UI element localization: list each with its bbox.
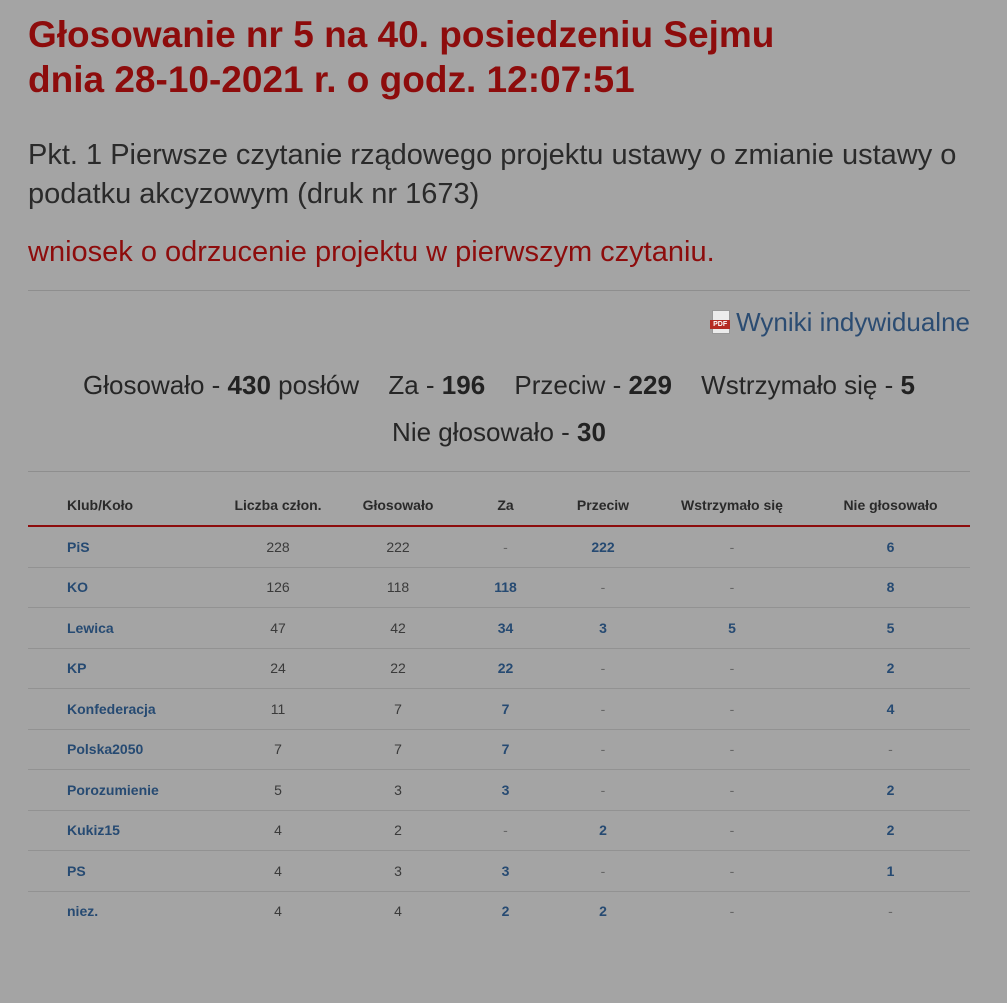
cell-members: 4 bbox=[274, 903, 282, 920]
cell-members: 47 bbox=[218, 608, 338, 649]
cell-notvoted[interactable]: 5 bbox=[811, 608, 970, 649]
cell-club[interactable]: PS bbox=[28, 851, 218, 892]
cell-notvoted[interactable]: 4 bbox=[811, 689, 970, 730]
cell-voted: 4 bbox=[394, 903, 402, 920]
column-header-for: Za bbox=[458, 484, 553, 526]
table-row bbox=[28, 648, 970, 689]
pdf-icon: PDF bbox=[710, 310, 730, 334]
cell-for[interactable]: 34 bbox=[458, 608, 553, 649]
column-header-abstained: Wstrzymało się bbox=[653, 484, 811, 526]
cell-voted: 7 bbox=[338, 729, 458, 770]
cell-notvoted[interactable]: 1 bbox=[811, 851, 970, 892]
cell-against: - bbox=[553, 689, 653, 730]
table-row bbox=[28, 891, 970, 931]
cell-club[interactable]: Konfederacja bbox=[28, 689, 218, 730]
cell-members: 11 bbox=[218, 689, 338, 730]
cell-abstained: - bbox=[653, 770, 811, 811]
cell-abstained[interactable]: 5 bbox=[653, 608, 811, 649]
cell-against: - bbox=[553, 770, 653, 811]
page-title bbox=[28, 12, 970, 102]
cell-against[interactable]: 2 bbox=[553, 810, 653, 851]
vote-summary-line-2 bbox=[28, 409, 970, 456]
vote-summary bbox=[28, 362, 970, 456]
cell-abstained: - bbox=[653, 810, 811, 851]
cell-for[interactable]: 3 bbox=[458, 851, 553, 892]
motion-text: wniosek o odrzucenie projektu w pierwszym czytaniu. bbox=[28, 236, 715, 268]
cell-abstained: - bbox=[653, 851, 811, 892]
cell-notvoted: - bbox=[888, 903, 893, 920]
cell-club[interactable]: Porozumienie bbox=[28, 770, 218, 811]
cell-against[interactable]: 2 bbox=[599, 903, 607, 920]
cell-for: - bbox=[458, 526, 553, 567]
cell-notvoted[interactable]: 2 bbox=[811, 770, 970, 811]
cell-voted: 3 bbox=[338, 770, 458, 811]
divider bbox=[28, 471, 970, 472]
table-row bbox=[28, 567, 970, 608]
cell-club[interactable]: niez. bbox=[67, 903, 99, 920]
voted-label: Głosowało - bbox=[83, 370, 228, 400]
individual-results-label[interactable]: Wyniki indywidualne bbox=[736, 307, 970, 337]
cell-for[interactable]: 22 bbox=[458, 648, 553, 689]
cell-for[interactable]: 7 bbox=[458, 689, 553, 730]
table-row bbox=[28, 810, 970, 851]
cell-members: 5 bbox=[218, 770, 338, 811]
title-line-1: Głosowanie nr 5 na 40. posiedzeniu Sejmu bbox=[28, 14, 775, 55]
vote-summary-line-1 bbox=[28, 362, 970, 409]
cell-abstained: - bbox=[653, 567, 811, 608]
cell-notvoted[interactable]: 6 bbox=[811, 526, 970, 567]
against-label: Przeciw - bbox=[514, 370, 629, 400]
title-line-2: dnia 28-10-2021 r. o godz. 12:07:51 bbox=[28, 59, 635, 100]
cell-members: 126 bbox=[218, 567, 338, 608]
cell-abstained: - bbox=[653, 689, 811, 730]
table-row bbox=[28, 608, 970, 649]
cell-notvoted[interactable]: 8 bbox=[811, 567, 970, 608]
individual-results-link[interactable] bbox=[710, 306, 970, 338]
cell-members: 4 bbox=[218, 851, 338, 892]
cell-members: 7 bbox=[218, 729, 338, 770]
cell-abstained: - bbox=[653, 526, 811, 567]
club-results-table bbox=[28, 484, 970, 931]
cell-against[interactable]: 222 bbox=[553, 526, 653, 567]
cell-for: - bbox=[458, 810, 553, 851]
table-header-row bbox=[28, 484, 970, 526]
column-header-notvoted: Nie głosowało bbox=[811, 484, 970, 526]
cell-voted: 3 bbox=[338, 851, 458, 892]
table-row bbox=[28, 689, 970, 730]
divider bbox=[28, 290, 970, 291]
abstained-label: Wstrzymało się - bbox=[701, 370, 901, 400]
table-row bbox=[28, 729, 970, 770]
column-header-club: Klub/Koło bbox=[28, 484, 218, 526]
cell-for[interactable]: 2 bbox=[501, 903, 510, 920]
cell-notvoted[interactable]: 2 bbox=[811, 648, 970, 689]
cell-members: 228 bbox=[218, 526, 338, 567]
agenda-item-description: Pkt. 1 Pierwsze czytanie rządowego projektu ustawy o zmianie ustawy o podatku akcyzowym (druk nr 1673) bbox=[28, 139, 957, 210]
table-row bbox=[28, 526, 970, 567]
cell-members: 24 bbox=[218, 648, 338, 689]
cell-club[interactable]: Lewica bbox=[28, 608, 218, 649]
cell-against: - bbox=[553, 648, 653, 689]
cell-members: 4 bbox=[218, 810, 338, 851]
cell-abstained: - bbox=[653, 729, 811, 770]
cell-against: - bbox=[553, 851, 653, 892]
cell-voted: 118 bbox=[338, 567, 458, 608]
cell-club[interactable]: Polska2050 bbox=[28, 729, 218, 770]
voted-unit: posłów bbox=[278, 370, 360, 400]
against-value: 229 bbox=[628, 370, 672, 400]
table-row bbox=[28, 851, 970, 892]
column-header-against: Przeciw bbox=[553, 484, 653, 526]
cell-notvoted: - bbox=[811, 729, 970, 770]
cell-abstained: - bbox=[653, 648, 811, 689]
for-value: 196 bbox=[441, 370, 486, 400]
cell-club[interactable]: PiS bbox=[28, 526, 218, 567]
cell-voted: 42 bbox=[338, 608, 458, 649]
cell-against: - bbox=[553, 729, 653, 770]
table-row bbox=[28, 770, 970, 811]
notvoted-label: Nie głosowało - bbox=[392, 417, 578, 447]
notvoted-value: 30 bbox=[577, 417, 606, 447]
cell-for[interactable]: 3 bbox=[458, 770, 553, 811]
column-header-members: Liczba człon. bbox=[218, 484, 338, 526]
cell-club[interactable]: KO bbox=[28, 567, 218, 608]
cell-abstained: - bbox=[729, 903, 735, 920]
cell-voted: 7 bbox=[338, 689, 458, 730]
cell-voted: 2 bbox=[338, 810, 458, 851]
cell-club[interactable]: KP bbox=[28, 648, 218, 689]
cell-for[interactable]: 7 bbox=[458, 729, 553, 770]
cell-against[interactable]: 3 bbox=[553, 608, 653, 649]
voted-value: 430 bbox=[227, 370, 271, 400]
cell-club[interactable]: Kukiz15 bbox=[28, 810, 218, 851]
column-header-voted: Głosowało bbox=[338, 484, 458, 526]
cell-against: - bbox=[553, 567, 653, 608]
abstained-value: 5 bbox=[900, 370, 915, 400]
cell-voted: 222 bbox=[338, 526, 458, 567]
cell-for[interactable]: 118 bbox=[458, 567, 553, 608]
cell-voted: 22 bbox=[338, 648, 458, 689]
cell-notvoted[interactable]: 2 bbox=[811, 810, 970, 851]
for-label: Za - bbox=[388, 370, 442, 400]
